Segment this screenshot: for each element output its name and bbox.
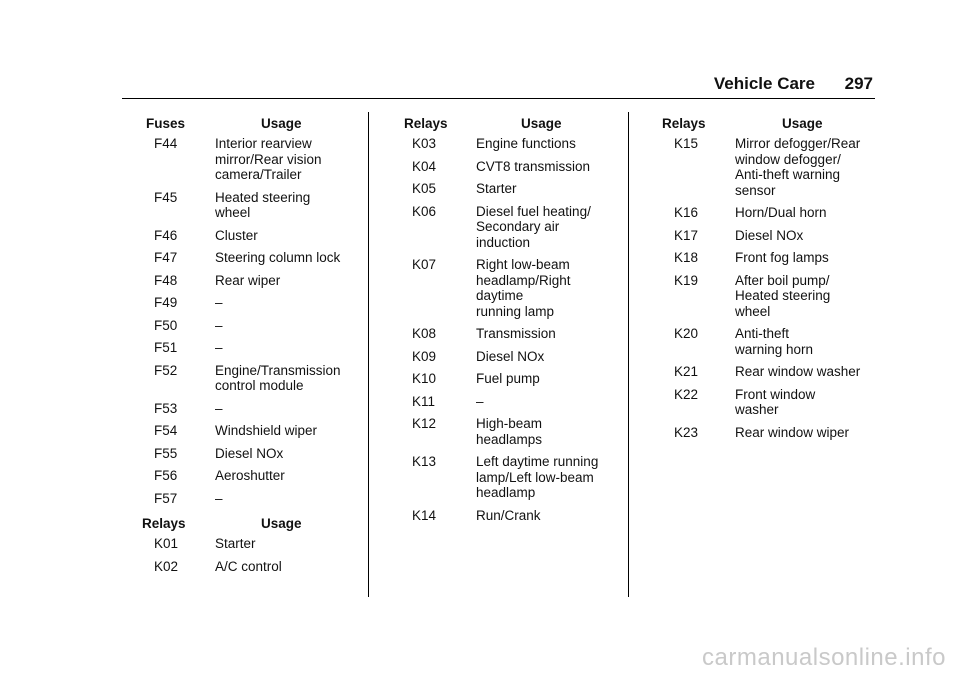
table-row [398,326,620,342]
row-usage: Diesel fuel heating/ Secondary air induction [476,203,591,250]
page-number: 297 [844,74,873,93]
header-usage: Usage [782,116,823,131]
header-usage: Usage [521,116,562,131]
row-code: K05 [412,181,437,196]
row-code: K15 [674,136,699,151]
row-usage: Engine/Transmission control module [215,362,341,393]
table-row [146,363,360,394]
table-row [662,136,882,198]
row-code: K18 [674,250,699,265]
table-row [398,136,620,152]
row-usage: Right low-beam headlamp/Right daytime running lamp [476,257,571,319]
row-code: K08 [412,326,437,341]
row-code: F53 [154,400,178,416]
row-code: K19 [674,272,699,288]
row-code: K07 [412,257,437,272]
table-row [662,364,882,380]
row-code: K11 [412,393,436,409]
header-code: Relays [662,116,706,131]
relay-column [398,116,620,530]
table-row [398,371,620,387]
relay-column [662,116,882,447]
table-row [662,273,882,320]
row-usage: Front fog lamps [735,250,829,265]
row-usage: Rear wiper [215,272,281,288]
row-usage: Horn/Dual horn [735,205,827,220]
row-code: F44 [154,136,178,151]
row-usage: – [215,317,223,333]
row-usage: Starter [476,181,517,196]
row-usage: – [476,393,484,409]
row-code: F46 [154,227,178,243]
table-row [398,204,620,251]
table-subheader [142,516,360,536]
row-usage: Cluster [215,227,258,243]
row-code: K21 [674,364,699,379]
row-usage: – [215,400,223,416]
table-row [146,340,360,356]
column-divider [368,112,369,597]
table-row [146,190,360,221]
header-rule [122,98,875,99]
row-usage: Diesel NOx [476,348,545,364]
row-code: F56 [154,468,178,483]
table-row [662,387,882,418]
row-code: K14 [412,507,437,523]
header-usage: Usage [261,116,302,131]
table-row [398,349,620,365]
table-row [146,446,360,462]
row-code: K09 [412,348,437,364]
row-usage: Engine functions [476,136,576,151]
table-row [146,295,360,311]
row-code: F45 [154,189,178,205]
table-row [398,394,620,410]
row-code: F49 [154,295,178,310]
row-code: K02 [154,558,179,574]
row-code: K16 [674,205,699,220]
table-row [662,205,882,221]
row-usage: Mirror defogger/Rear window defogger/ Anti-theft warning sensor [735,136,861,198]
row-usage: Transmission [476,326,556,341]
table-row [146,491,360,507]
row-code: K10 [412,371,437,386]
header-code: Relays [404,116,448,131]
row-code: K13 [412,454,437,469]
row-code: F51 [154,340,178,355]
row-usage: Interior rearview mirror/Rear vision camera/Trailer [215,136,322,182]
table-row [146,401,360,417]
row-code: F50 [154,317,178,333]
row-code: K04 [412,158,437,174]
table-row [398,416,620,447]
table-row [146,136,360,183]
header-code: Fuses [146,116,186,131]
page-header [122,70,875,98]
column-divider [628,112,629,597]
table-row [662,250,882,266]
fuse-column [142,116,360,581]
row-usage: Diesel NOx [215,445,284,461]
row-code: K12 [412,416,437,431]
table-row [146,318,360,334]
table-row [146,559,360,575]
row-code: K17 [674,227,699,243]
row-code: K06 [412,203,437,219]
row-usage: Front window washer [735,386,816,417]
row-usage: – [215,340,223,355]
row-usage: Rear window washer [735,364,861,379]
table-header [398,116,620,136]
table-row [398,257,620,319]
row-code: F54 [154,423,178,438]
row-usage: Fuel pump [476,371,540,386]
row-usage: Windshield wiper [215,423,318,438]
row-usage: A/C control [215,558,282,574]
row-code: F48 [154,272,178,288]
subheader-usage: Usage [261,516,302,531]
row-usage: Starter [215,536,256,551]
table-row [146,273,360,289]
table-row [662,228,882,244]
row-code: K23 [674,424,699,440]
row-usage: Run/Crank [476,507,541,523]
row-code: F52 [154,362,178,378]
row-usage: Rear window wiper [735,424,850,440]
table-row [662,326,882,357]
row-code: K03 [412,136,437,151]
row-code: F47 [154,250,178,265]
row-usage: – [215,295,223,310]
row-usage: Steering column lock [215,250,341,265]
row-code: K22 [674,386,699,402]
table-header [662,116,882,136]
table-row [398,508,620,524]
table-row [398,159,620,175]
section-title: Vehicle Care [713,74,815,93]
table-row [146,536,360,552]
table-row [146,228,360,244]
table-row [146,468,360,484]
table-row [398,454,620,501]
row-usage: – [215,490,223,506]
row-usage: Diesel NOx [735,227,804,243]
row-code: K01 [154,536,179,551]
row-usage: Anti-theft warning horn [735,326,814,357]
row-usage: High-beam headlamps [476,416,543,447]
row-usage: Aeroshutter [215,468,285,483]
table-row [662,425,882,441]
table-header [146,116,360,136]
table-row [398,181,620,197]
table-row [146,423,360,439]
row-usage: Left daytime running lamp/Left low-beam headlamp [476,454,599,500]
watermark: carmanualsonline.info [702,644,946,671]
row-code: F57 [154,490,178,506]
row-code: K20 [674,326,699,341]
table-row [146,250,360,266]
row-usage: Heated steering wheel [215,189,311,220]
row-code: F55 [154,445,178,461]
row-usage: CVT8 transmission [476,158,591,174]
subheader-code: Relays [142,516,186,531]
row-usage: After boil pump/ Heated steering wheel [735,272,831,319]
